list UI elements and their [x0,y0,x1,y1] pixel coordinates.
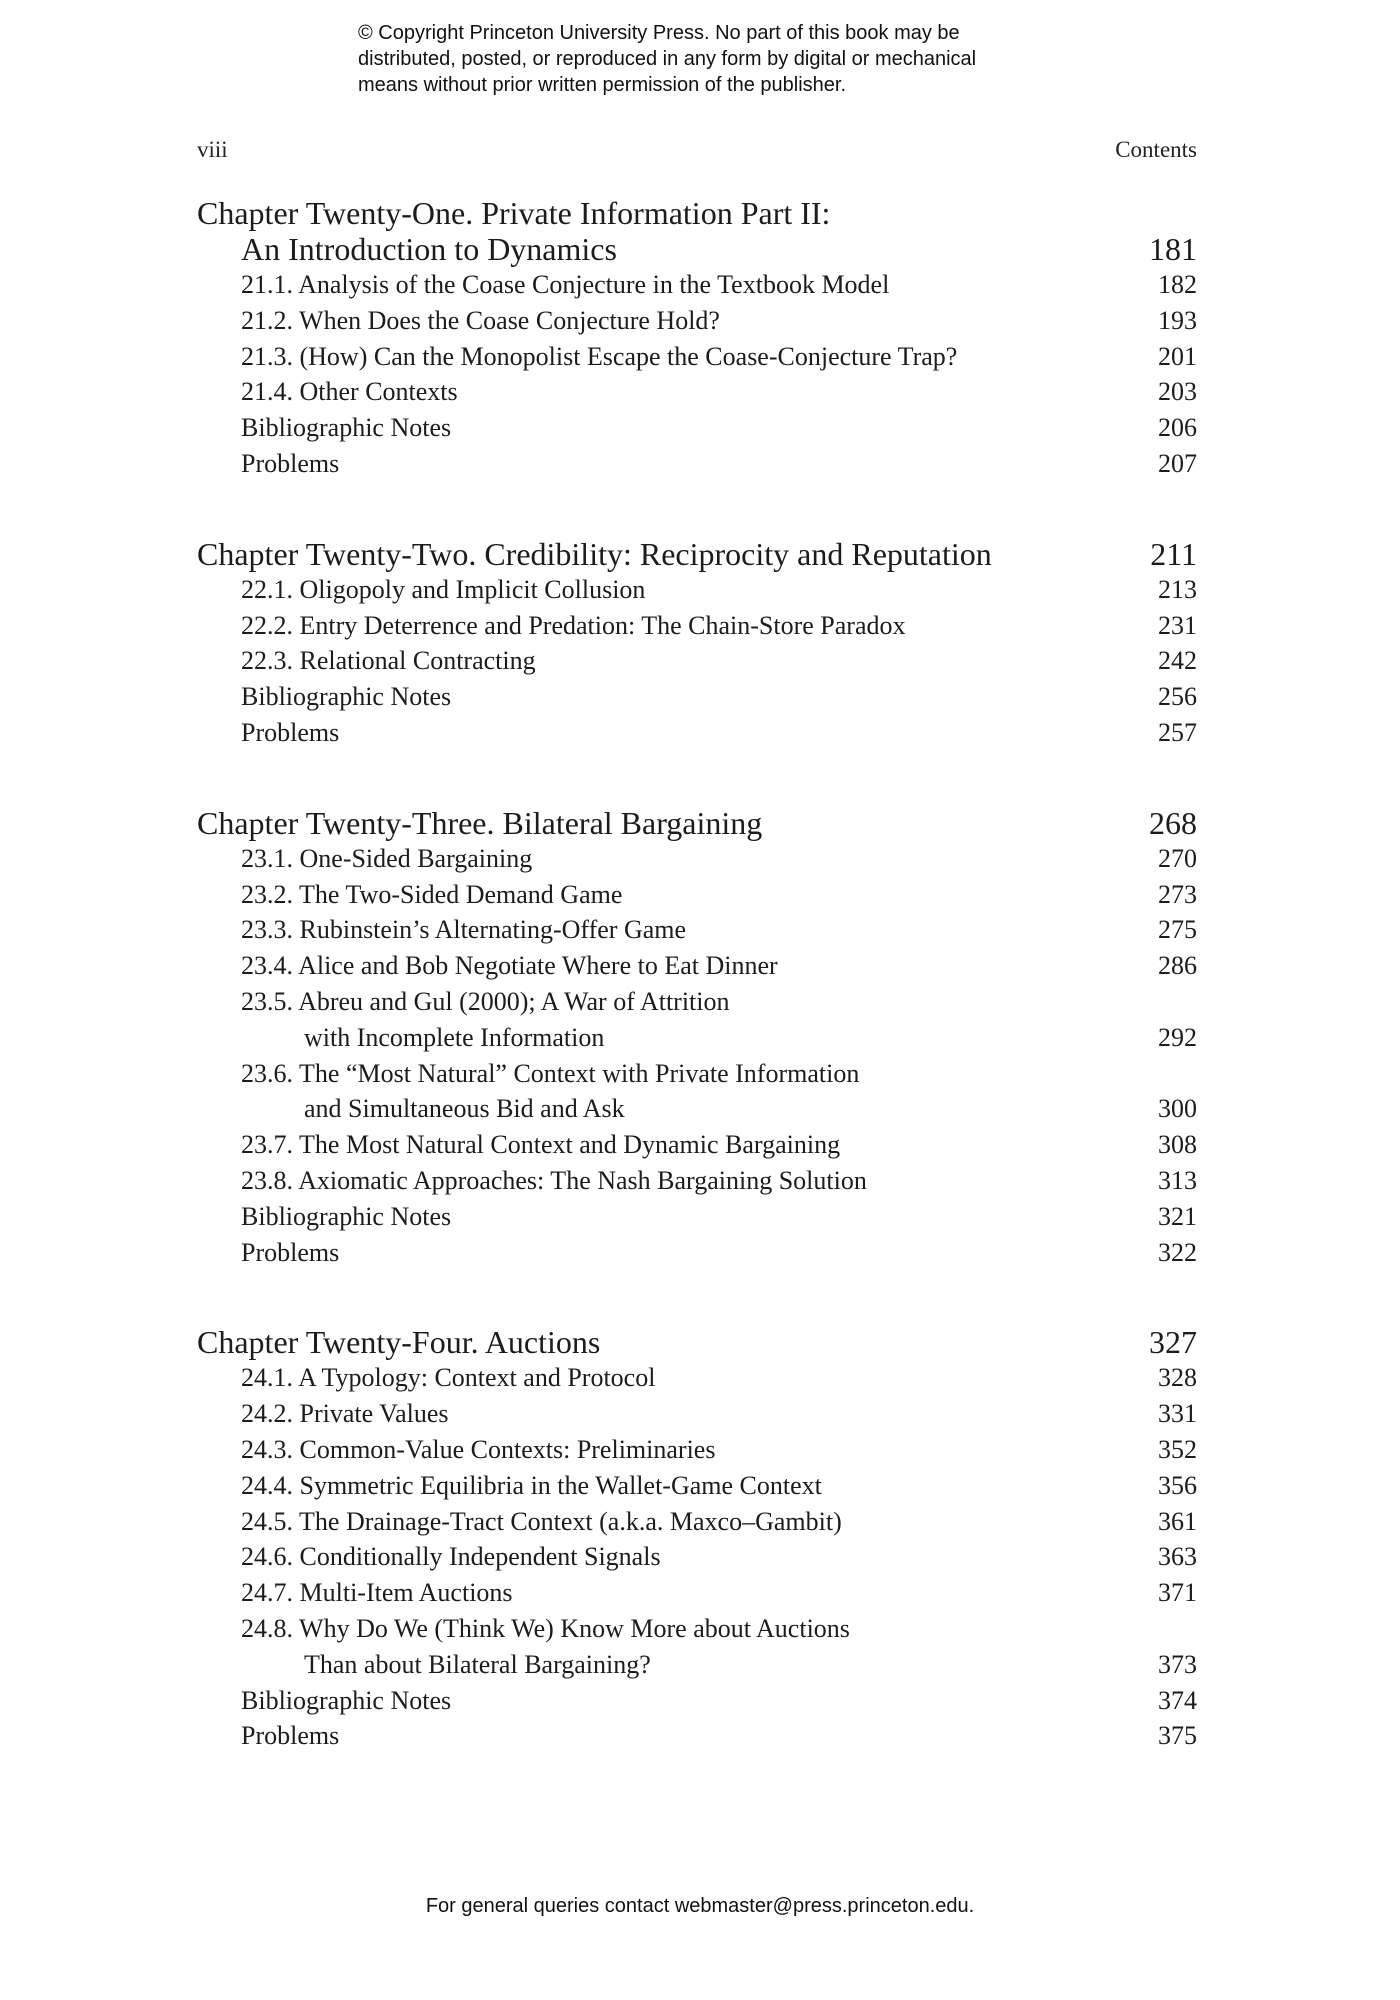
toc-entry-label: 24.6. Conditionally Independent Signals [241,1542,661,1572]
toc-entry-page: 313 [1158,1165,1197,1195]
toc-entry[interactable] [197,948,1197,984]
toc-entry-page: 328 [1158,1363,1197,1393]
toc-entry-page: 231 [1158,610,1197,640]
chapter-title-label: Chapter Twenty-Three. Bilateral Bargaining [197,804,763,841]
toc-entry[interactable] [197,1235,1197,1271]
chapter-title-page: 181 [1149,231,1197,267]
chapter-title-page: 268 [1149,804,1197,841]
toc-entry-label: 24.3. Common-Value Contexts: Preliminaries [241,1434,716,1464]
toc-entry[interactable] [197,1504,1197,1540]
toc-entry-page: 242 [1158,646,1197,676]
toc-entry-label: Problems [241,448,340,478]
toc-entry-page: 213 [1158,574,1197,604]
toc-entry[interactable] [197,1360,1197,1396]
toc-entry-page: 206 [1158,413,1197,443]
toc-entry-label: 21.4. Other Contexts [241,377,458,407]
toc-entry[interactable] [197,374,1197,410]
chapter-title[interactable] [197,231,1197,267]
toc-entry[interactable] [197,1127,1197,1163]
toc-entry[interactable] [197,877,1197,913]
toc-entry-page: 292 [1158,1022,1197,1052]
toc-entry-page: 352 [1158,1434,1197,1464]
toc-entry-page: 201 [1158,341,1197,371]
copyright-line: means without prior written permission of the publisher. [358,74,847,96]
toc-entry-label: 21.3. (How) Can the Monopolist Escape the Coase-Conjecture Trap? [241,341,958,371]
toc-entry-page: 273 [1158,879,1197,909]
toc-entry-label: 24.2. Private Values [241,1399,449,1429]
toc-entry-page: 371 [1158,1578,1197,1608]
toc-entry-label: 23.6. The “Most Natural” Context with Private Information [241,1058,860,1088]
toc-entry-page: 193 [1158,305,1197,335]
toc-entry-page: 203 [1158,377,1197,407]
toc-entry-label: 23.1. One-Sided Bargaining [241,843,533,873]
toc-entry-label: 24.1. A Typology: Context and Protocol [241,1363,656,1393]
toc-entry[interactable] [197,410,1197,446]
toc-entry-page: 286 [1158,951,1197,981]
toc-entry-label: Bibliographic Notes [241,413,452,443]
toc-entry-label: and Simultaneous Bid and Ask [304,1094,625,1124]
toc-entry-page: 322 [1158,1237,1197,1267]
page-number: viii [197,137,228,162]
copyright-notice [358,20,1118,98]
toc-chapter [197,536,1197,751]
toc-entry-label: 24.4. Symmetric Equilibria in the Wallet-Game Context [241,1470,822,1500]
toc-entry[interactable] [197,679,1197,715]
toc-entry-page: 308 [1158,1130,1197,1160]
toc-entry-page: 361 [1158,1506,1197,1536]
toc-entry[interactable] [197,1432,1197,1468]
copyright-line: distributed, posted, or reproduced in any form by digital or mechanical [358,48,977,70]
toc-entry[interactable] [197,1468,1197,1504]
toc-entry-page: 256 [1158,682,1197,712]
toc-entry-label: 23.8. Axiomatic Approaches: The Nash Bargaining Solution [241,1165,867,1195]
toc-entry-label: 24.8. Why Do We (Think We) Know More about Auctions [241,1613,850,1643]
chapter-title[interactable] [197,536,1197,572]
toc-entry[interactable] [197,303,1197,339]
toc-entry[interactable] [197,608,1197,644]
toc-entry[interactable] [197,912,1197,948]
toc-entry[interactable] [197,572,1197,608]
toc-entry-page: 373 [1158,1649,1197,1679]
toc-entry-label: Problems [241,1721,340,1751]
running-head [197,137,1197,167]
toc-entry-label: 22.2. Entry Deterrence and Predation: The Chain-Store Paradox [241,610,906,640]
toc-chapter [197,1324,1197,1754]
toc-entry-page: 331 [1158,1399,1197,1429]
chapter-title[interactable] [197,195,1197,231]
toc-entry-label: 23.5. Abreu and Gul (2000); A War of Attrition [241,986,730,1016]
toc-entry-label: 24.5. The Drainage-Tract Context (a.k.a. Maxco–Gambit) [241,1506,842,1536]
toc-entry-page: 182 [1158,270,1197,299]
toc-entry[interactable] [197,1020,1197,1056]
toc-entry-label: 21.1. Analysis of the Coase Conjecture in the Textbook Model [241,270,890,299]
toc-entry[interactable] [197,339,1197,375]
chapter-title-label: Chapter Twenty-Two. Credibility: Reciprocity and Reputation [197,535,992,572]
toc-entry-label: 23.3. Rubinstein’s Alternating-Offer Game [241,915,687,945]
chapter-title[interactable] [197,1324,1197,1360]
toc-entry-page: 300 [1158,1094,1197,1124]
toc-entry[interactable] [197,1056,1197,1092]
toc-entry-label: 21.2. When Does the Coase Conjecture Hold? [241,305,720,335]
toc-entry[interactable] [197,715,1197,751]
toc-entry-page: 375 [1158,1721,1197,1751]
toc-entry[interactable] [197,1647,1197,1683]
toc-entry-page: 257 [1158,717,1197,747]
chapter-title-page: 211 [1150,535,1197,572]
chapter-title-label: Chapter Twenty-One. Private Information Part II: [197,195,831,231]
toc-entry-page: 356 [1158,1470,1197,1500]
toc-entry-page: 270 [1158,843,1197,873]
chapter-title[interactable] [197,805,1197,841]
toc-entry[interactable] [197,446,1197,482]
toc-entry[interactable] [197,1396,1197,1432]
toc-chapter [197,195,1197,482]
toc-entry-label: 23.7. The Most Natural Context and Dynamic Bargaining [241,1130,841,1160]
toc-entry[interactable] [197,1539,1197,1575]
chapter-title-label: An Introduction to Dynamics [241,231,617,267]
chapter-title-page: 327 [1149,1324,1197,1361]
toc-entry-label: 23.2. The Two-Sided Demand Game [241,879,623,909]
toc-entry-page: 363 [1158,1542,1197,1572]
toc-entry-label: Than about Bilateral Bargaining? [304,1649,651,1679]
table-of-contents [197,195,1197,1754]
toc-entry[interactable] [197,1683,1197,1719]
toc-chapter [197,805,1197,1271]
toc-entry-page: 374 [1158,1685,1197,1715]
toc-entry-label: Bibliographic Notes [241,1201,452,1231]
copyright-line: © Copyright Princeton University Press. No part of this book may be [358,22,960,44]
toc-entry-label: 22.1. Oligopoly and Implicit Collusion [241,574,646,604]
toc-entry-label: 22.3. Relational Contracting [241,646,536,676]
toc-entry[interactable] [197,267,1197,303]
toc-entry-page: 207 [1158,448,1197,478]
toc-entry[interactable] [197,1575,1197,1611]
toc-entry[interactable] [197,841,1197,877]
footer-contact: For general queries contact webmaster@press.princeton.edu. [425,1895,975,1917]
toc-entry[interactable] [197,1163,1197,1199]
toc-entry-page: 275 [1158,915,1197,945]
toc-entry[interactable] [197,984,1197,1020]
toc-entry-page: 321 [1158,1201,1197,1231]
toc-entry[interactable] [197,643,1197,679]
toc-entry-label: with Incomplete Information [304,1022,605,1052]
toc-entry[interactable] [197,1199,1197,1235]
toc-entry-label: 24.7. Multi-Item Auctions [241,1578,513,1608]
toc-entry-label: 23.4. Alice and Bob Negotiate Where to Eat Dinner [241,951,778,981]
toc-entry-label: Problems [241,717,340,747]
toc-entry-label: Bibliographic Notes [241,1685,452,1715]
toc-entry-label: Bibliographic Notes [241,682,452,712]
toc-entry[interactable] [197,1611,1197,1647]
toc-entry[interactable] [197,1718,1197,1754]
chapter-title-label: Chapter Twenty-Four. Auctions [197,1324,601,1361]
running-head-title: Contents [1115,137,1197,162]
toc-entry[interactable] [197,1091,1197,1127]
toc-entry-label: Problems [241,1237,340,1267]
